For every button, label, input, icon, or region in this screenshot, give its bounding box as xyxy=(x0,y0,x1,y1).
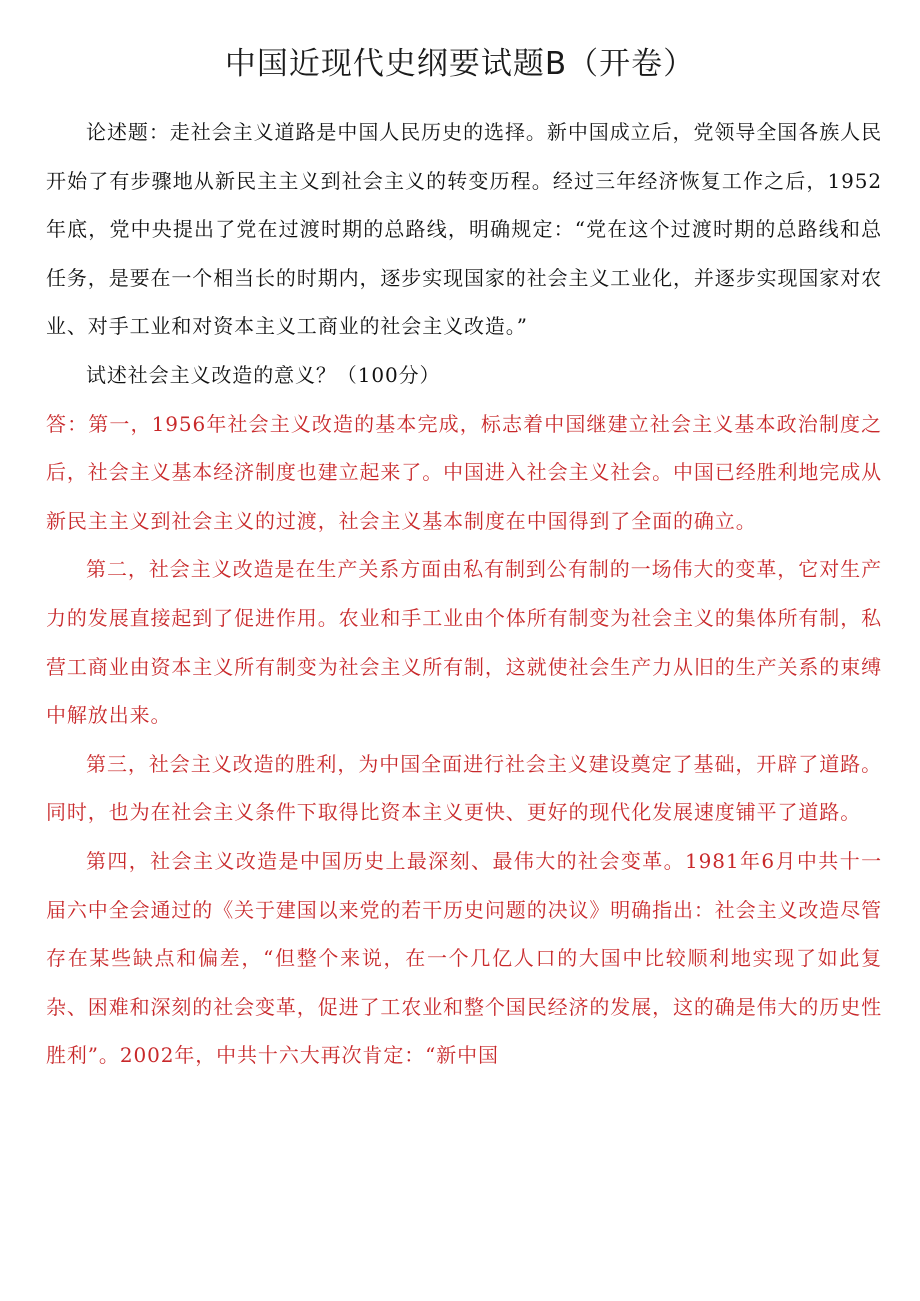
document-body xyxy=(46,108,882,1080)
question-prompt: 试述社会主义改造的意义？（100分） xyxy=(86,362,441,387)
answer-paragraph-3: 第三，社会主义改造的胜利，为中国全面进行社会主义建设奠定了基础，开辟了道路。同时，也为在社会主义条件下取得比资本主义更快、更好的现代化发展速度铺平了道路。 xyxy=(46,751,882,825)
question-intro: 论述题：走社会主义道路是中国人民历史的选择。新中国成立后，党领导全国各族人民开始了有步骤地从新民主主义到社会主义的转变历程。经过三年经济恢复工作之后，1952年底，党中央提出了党在过渡时期的总路线，明确规定：“党在这个过渡时期的总路线和总任务，是要在一个相当长的时期内，逐步实现国家的社会主义工业化，并逐步实现国家对农业、对手工业和对资本主义工商业的社会主义改造。” xyxy=(46,120,882,339)
page-title: 中国近现代史纲要试题B（开卷） xyxy=(224,46,696,82)
answer-paragraph-4: 第四，社会主义改造是中国历史上最深刻、最伟大的社会变革。1981年6月中共十一届六中全会通过的《关于建国以来党的若干历史问题的决议》明确指出：社会主义改造尽管存在某些缺点和偏差，“但整个来说，在一个几亿人口的大国中比较顺利地实现了如此复杂、困难和深刻的社会变革，促进了工农业和整个国民经济的发展，这的确是伟大的历史性胜利”。2002年，中共十六大再次肯定：“新中国 xyxy=(46,848,882,1068)
answer-paragraph-1: 答：第一，1956年社会主义改造的基本完成，标志着中国继建立社会主义基本政治制度之后，社会主义基本经济制度也建立起来了。中国进入社会主义社会。中国已经胜利地完成从新民主主义到社会主义的过渡，社会主义基本制度在中国得到了全面的确立。 xyxy=(46,411,882,533)
answer-paragraph-2: 第二，社会主义改造是在生产关系方面由私有制到公有制的一场伟大的变革，它对生产力的发展直接起到了促进作用。农业和手工业由个体所有制变为社会主义的集体所有制，私营工商业由资本主义所有制变为社会主义所有制，这就使社会生产力从旧的生产关系的束缚中解放出来。 xyxy=(46,557,882,728)
